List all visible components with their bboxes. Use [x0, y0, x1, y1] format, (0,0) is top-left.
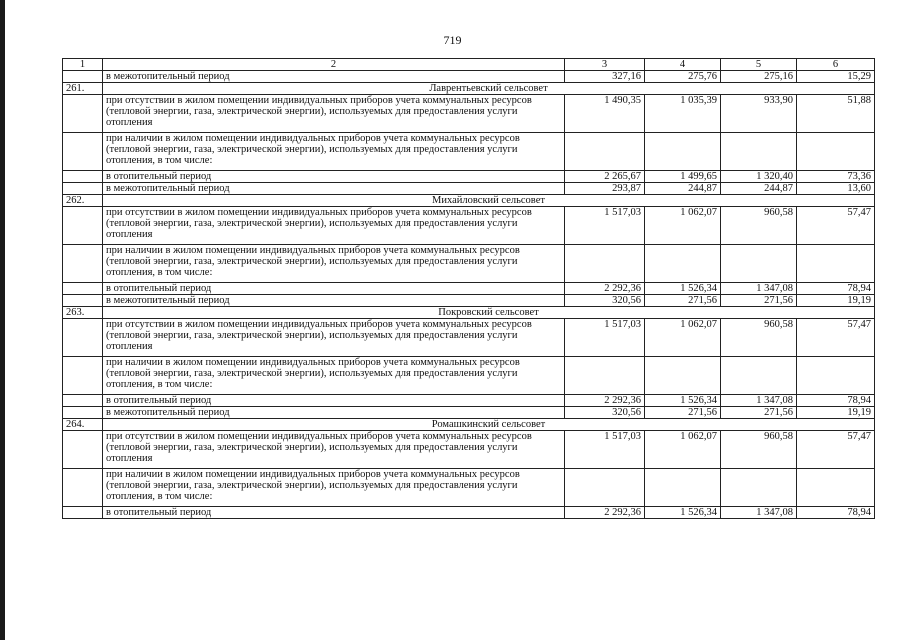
value-cell-col4: 271,56	[645, 295, 721, 307]
column-header-5: 5	[721, 59, 797, 71]
table-row	[63, 319, 875, 357]
value-cell-col4: 1 526,34	[645, 395, 721, 407]
value-cell-col5	[721, 245, 797, 283]
scan-edge-bar	[0, 0, 5, 640]
row-description: в отопительный период	[103, 507, 565, 519]
value-cell-col5: 275,16	[721, 71, 797, 83]
value-cell-col3: 293,87	[565, 183, 645, 195]
row-description: в отопительный период	[103, 283, 565, 295]
value-cell-col3: 1 490,35	[565, 95, 645, 133]
section-title: Михайловский сельсовет	[103, 195, 875, 207]
row-number-cell	[63, 295, 103, 307]
section-title: Ромашкинский сельсовет	[103, 419, 875, 431]
row-number-cell	[63, 171, 103, 183]
value-cell-col3: 320,56	[565, 295, 645, 307]
value-cell-col6: 57,47	[797, 431, 875, 469]
row-description: при отсутствии в жилом помещении индивидуальных приборов учета коммунальных ресурсов (тепловой энергии, газа, электрической энергии), используемых для предоставления услуги отопления	[103, 95, 565, 133]
section-title: Покровский сельсовет	[103, 307, 875, 319]
value-cell-col6	[797, 133, 875, 171]
row-number-cell	[63, 469, 103, 507]
value-cell-col6	[797, 245, 875, 283]
value-cell-col6: 78,94	[797, 395, 875, 407]
row-number-cell	[63, 395, 103, 407]
column-header-4: 4	[645, 59, 721, 71]
row-number-cell	[63, 71, 103, 83]
value-cell-col4: 244,87	[645, 183, 721, 195]
value-cell-col3: 2 292,36	[565, 283, 645, 295]
row-number-cell	[63, 133, 103, 171]
section-number: 263.	[63, 307, 103, 319]
column-header-6: 6	[797, 59, 875, 71]
table-row	[63, 283, 875, 295]
row-description: в межотопительный период	[103, 71, 565, 83]
table-row	[63, 507, 875, 519]
row-description: в межотопительный период	[103, 407, 565, 419]
section-row	[63, 83, 875, 95]
value-cell-col4: 1 035,39	[645, 95, 721, 133]
value-cell-col3	[565, 469, 645, 507]
value-cell-col4: 271,56	[645, 407, 721, 419]
column-header-2: 2	[103, 59, 565, 71]
table-row	[63, 183, 875, 195]
row-number-cell	[63, 207, 103, 245]
value-cell-col3: 327,16	[565, 71, 645, 83]
value-cell-col5: 933,90	[721, 95, 797, 133]
row-number-cell	[63, 183, 103, 195]
value-cell-col6	[797, 357, 875, 395]
table-row	[63, 95, 875, 133]
value-cell-col4: 1 526,34	[645, 283, 721, 295]
row-description: при наличии в жилом помещении индивидуальных приборов учета коммунальных ресурсов (тепловой энергии, газа, электрической энергии), используемых для предоставления услуги отопления, в том числе:	[103, 245, 565, 283]
value-cell-col3	[565, 133, 645, 171]
row-number-cell	[63, 245, 103, 283]
value-cell-col3: 1 517,03	[565, 319, 645, 357]
column-header-3: 3	[565, 59, 645, 71]
value-cell-col5: 960,58	[721, 319, 797, 357]
row-description: в отопительный период	[103, 171, 565, 183]
value-cell-col3	[565, 357, 645, 395]
value-cell-col5: 1 320,40	[721, 171, 797, 183]
value-cell-col4	[645, 133, 721, 171]
value-cell-col4	[645, 245, 721, 283]
section-number: 261.	[63, 83, 103, 95]
table-row	[63, 245, 875, 283]
value-cell-col6: 78,94	[797, 507, 875, 519]
value-cell-col3: 2 265,67	[565, 171, 645, 183]
row-description: при отсутствии в жилом помещении индивидуальных приборов учета коммунальных ресурсов (тепловой энергии, газа, электрической энергии), используемых для предоставления услуги отопления	[103, 207, 565, 245]
section-row	[63, 419, 875, 431]
section-title: Лаврентьевский сельсовет	[103, 83, 875, 95]
value-cell-col4: 275,76	[645, 71, 721, 83]
value-cell-col5: 1 347,08	[721, 283, 797, 295]
value-cell-col6: 78,94	[797, 283, 875, 295]
value-cell-col5	[721, 357, 797, 395]
value-cell-col4: 1 062,07	[645, 207, 721, 245]
table-row	[63, 395, 875, 407]
table-row	[63, 133, 875, 171]
table-row	[63, 469, 875, 507]
value-cell-col5: 960,58	[721, 207, 797, 245]
row-number-cell	[63, 507, 103, 519]
value-cell-col6	[797, 469, 875, 507]
value-cell-col5: 1 347,08	[721, 395, 797, 407]
value-cell-col4	[645, 357, 721, 395]
value-cell-col3: 1 517,03	[565, 207, 645, 245]
value-cell-col4: 1 526,34	[645, 507, 721, 519]
table-row	[63, 207, 875, 245]
value-cell-col6: 57,47	[797, 319, 875, 357]
tariff-table	[62, 58, 875, 519]
column-header-1: 1	[63, 59, 103, 71]
value-cell-col6: 19,19	[797, 295, 875, 307]
value-cell-col3: 2 292,36	[565, 507, 645, 519]
table-row	[63, 431, 875, 469]
row-description: при наличии в жилом помещении индивидуальных приборов учета коммунальных ресурсов (тепловой энергии, газа, электрической энергии), используемых для предоставления услуги отопления, в том числе:	[103, 133, 565, 171]
value-cell-col4: 1 062,07	[645, 319, 721, 357]
value-cell-col6: 51,88	[797, 95, 875, 133]
value-cell-col5: 271,56	[721, 295, 797, 307]
value-cell-col3: 320,56	[565, 407, 645, 419]
row-description: при отсутствии в жилом помещении индивидуальных приборов учета коммунальных ресурсов (тепловой энергии, газа, электрической энергии), используемых для предоставления услуги отопления	[103, 431, 565, 469]
value-cell-col5	[721, 469, 797, 507]
row-description: в отопительный период	[103, 395, 565, 407]
value-cell-col3	[565, 245, 645, 283]
value-cell-col6: 57,47	[797, 207, 875, 245]
section-row	[63, 307, 875, 319]
section-number: 262.	[63, 195, 103, 207]
column-number-row	[63, 59, 875, 71]
table-row	[63, 407, 875, 419]
table-row	[63, 171, 875, 183]
row-description: в межотопительный период	[103, 183, 565, 195]
table-row	[63, 71, 875, 83]
row-number-cell	[63, 357, 103, 395]
row-number-cell	[63, 319, 103, 357]
section-number: 264.	[63, 419, 103, 431]
table-row	[63, 357, 875, 395]
value-cell-col6: 19,19	[797, 407, 875, 419]
row-description: в межотопительный период	[103, 295, 565, 307]
value-cell-col5: 1 347,08	[721, 507, 797, 519]
row-description: при отсутствии в жилом помещении индивидуальных приборов учета коммунальных ресурсов (тепловой энергии, газа, электрической энергии), используемых для предоставления услуги отопления	[103, 319, 565, 357]
value-cell-col5: 244,87	[721, 183, 797, 195]
row-number-cell	[63, 407, 103, 419]
section-row	[63, 195, 875, 207]
row-number-cell	[63, 95, 103, 133]
value-cell-col5: 271,56	[721, 407, 797, 419]
row-number-cell	[63, 431, 103, 469]
value-cell-col3: 2 292,36	[565, 395, 645, 407]
row-number-cell	[63, 283, 103, 295]
page-number: 719	[443, 33, 462, 47]
value-cell-col5	[721, 133, 797, 171]
row-description: при наличии в жилом помещении индивидуальных приборов учета коммунальных ресурсов (тепловой энергии, газа, электрической энергии), используемых для предоставления услуги отопления, в том числе:	[103, 357, 565, 395]
value-cell-col4: 1 062,07	[645, 431, 721, 469]
value-cell-col3: 1 517,03	[565, 431, 645, 469]
value-cell-col4: 1 499,65	[645, 171, 721, 183]
row-description: при наличии в жилом помещении индивидуальных приборов учета коммунальных ресурсов (тепловой энергии, газа, электрической энергии), используемых для предоставления услуги отопления, в том числе:	[103, 469, 565, 507]
table-row	[63, 295, 875, 307]
value-cell-col6: 73,36	[797, 171, 875, 183]
value-cell-col4	[645, 469, 721, 507]
value-cell-col5: 960,58	[721, 431, 797, 469]
value-cell-col6: 13,60	[797, 183, 875, 195]
value-cell-col6: 15,29	[797, 71, 875, 83]
